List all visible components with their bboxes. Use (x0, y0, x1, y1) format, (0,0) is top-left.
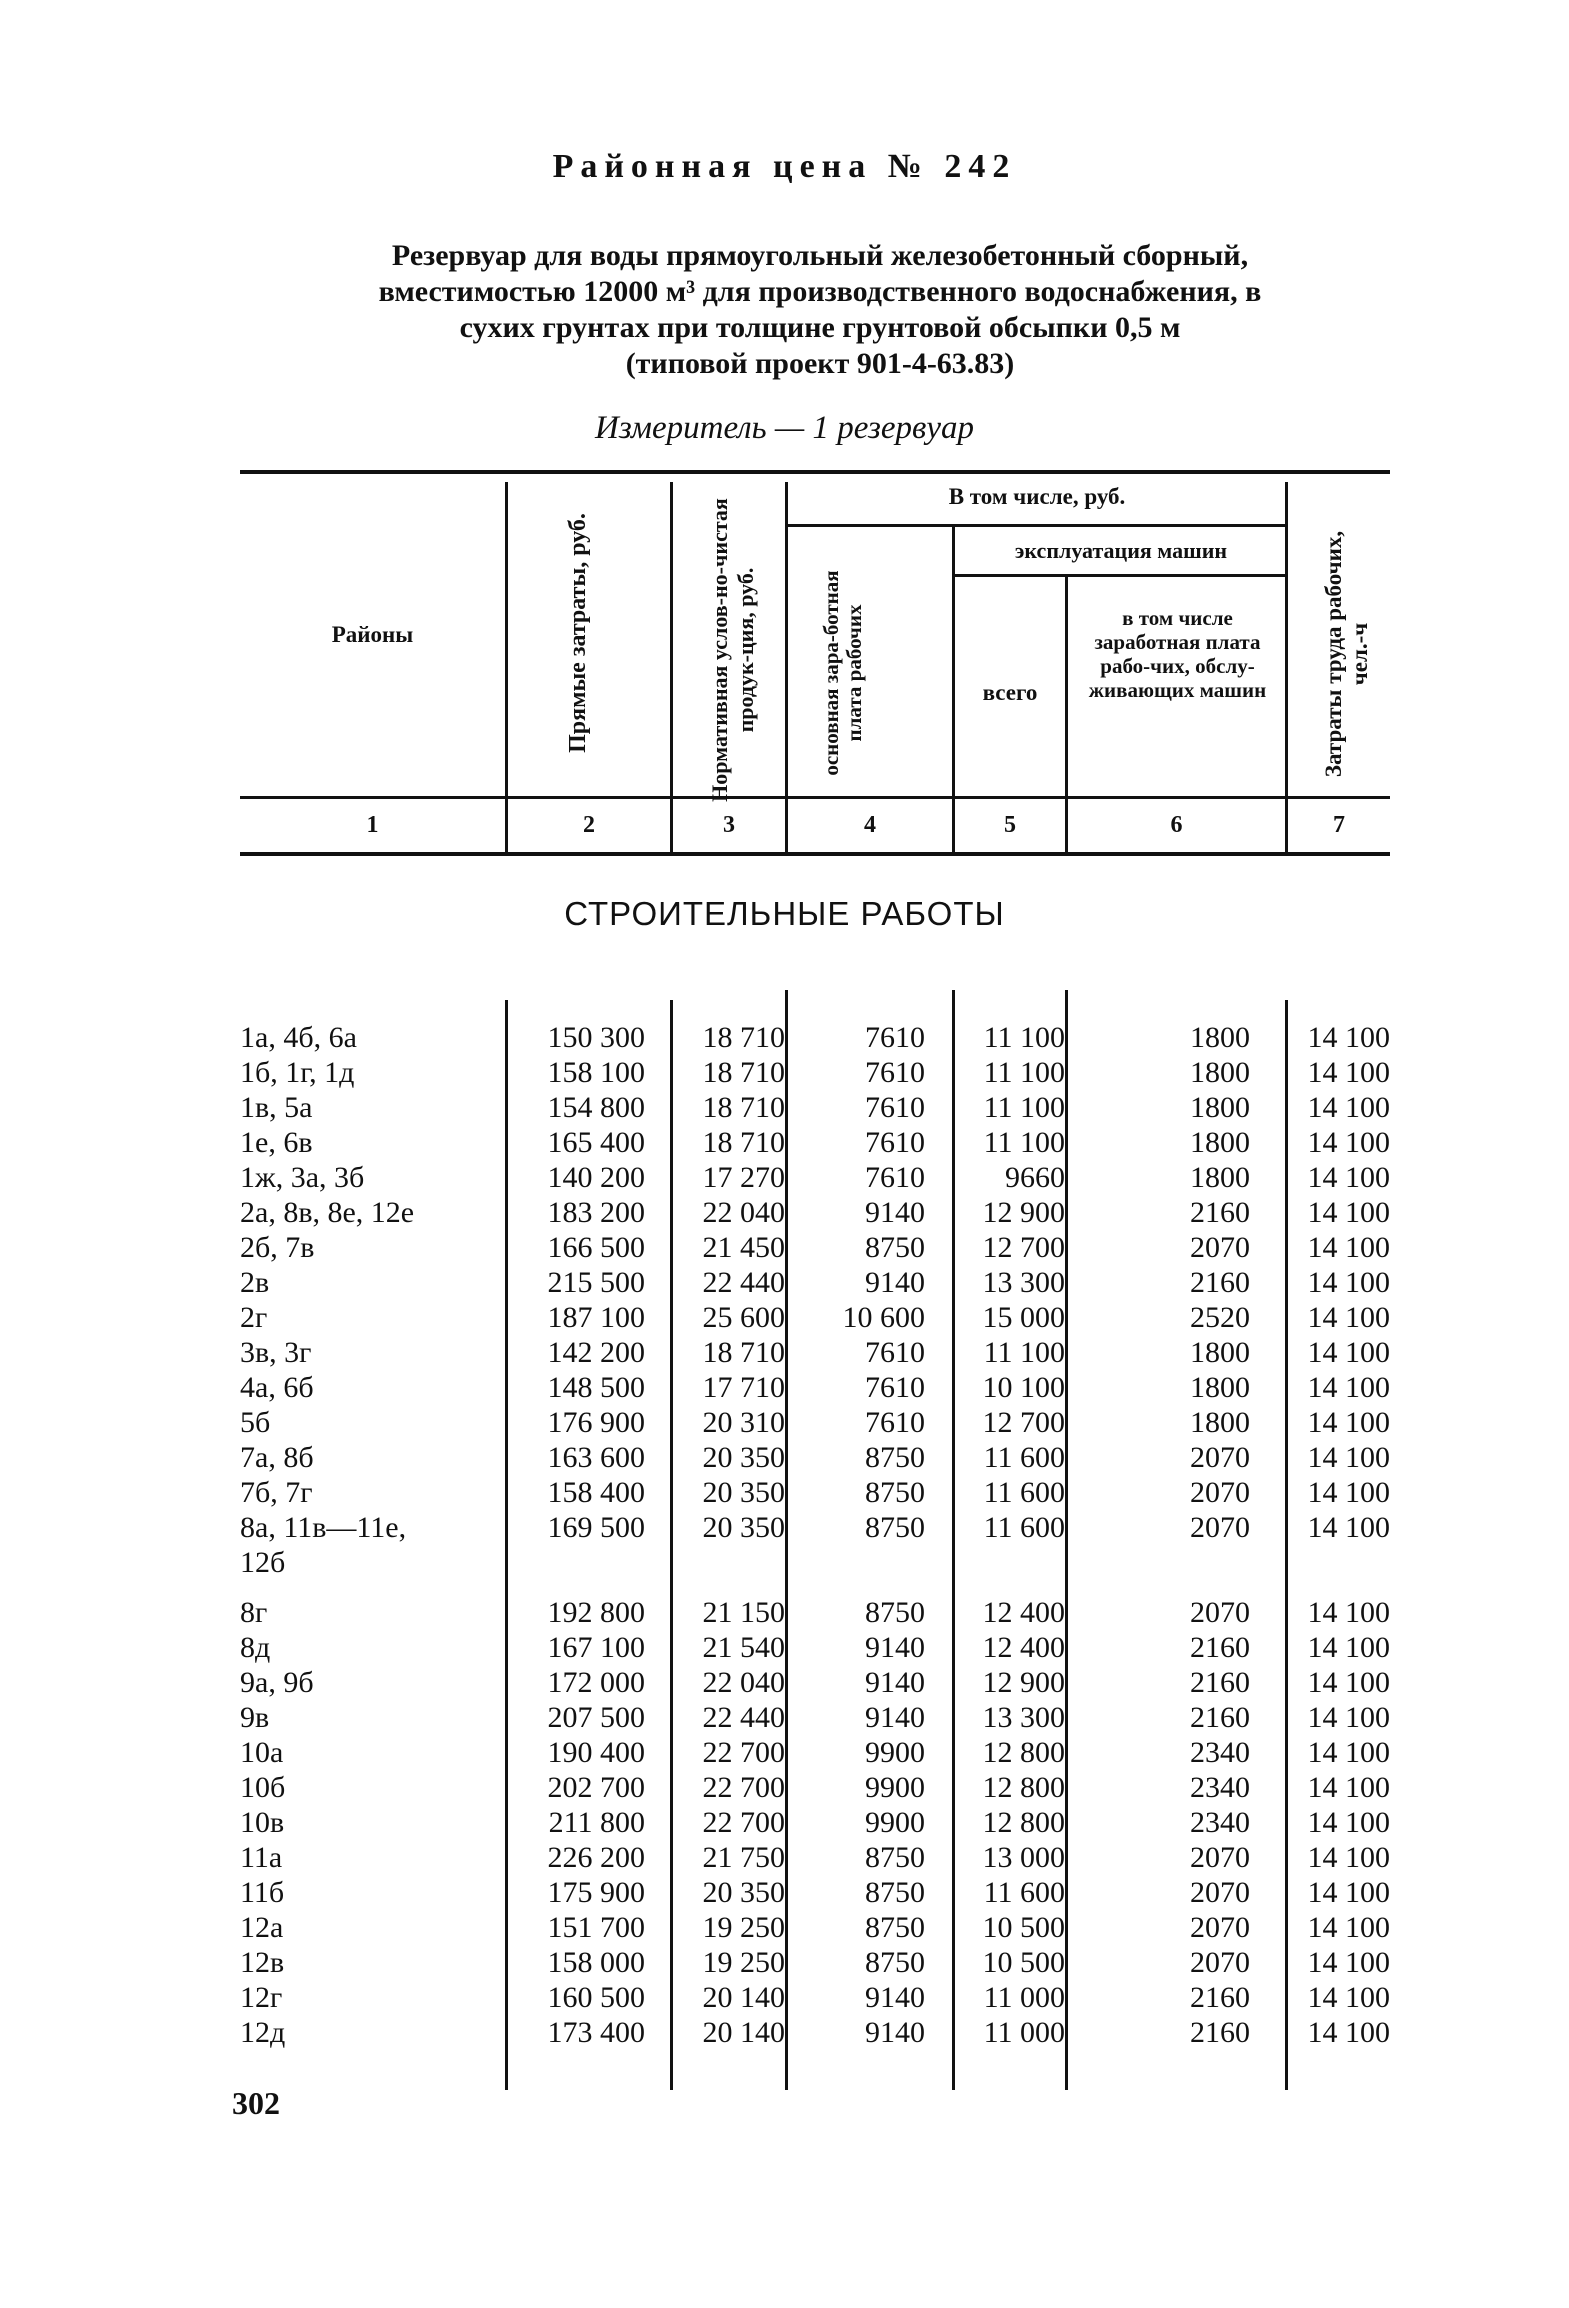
table-row (0, 1475, 1569, 1510)
value-cell: 12 700 (982, 1231, 1065, 1264)
value-cell: 11 600 (983, 1876, 1065, 1909)
value-cell: 14 100 (1307, 1196, 1390, 1229)
region-cell: 2г (240, 1301, 268, 1334)
region-cell: 8а, 11в—11е, (240, 1511, 407, 1544)
value-cell: 12 400 (982, 1631, 1065, 1664)
value-cell: 226 200 (547, 1841, 645, 1874)
value-cell: 18 710 (702, 1091, 785, 1124)
description-line: сухих грунтах при толщине грунтовой обсыпки 0,5 м (459, 311, 1181, 344)
value-cell: 207 500 (547, 1701, 645, 1734)
value-cell: 11 600 (983, 1511, 1065, 1544)
region-cell: 5б (240, 1406, 271, 1439)
value-cell: 18 710 (702, 1021, 785, 1054)
value-cell: 22 440 (702, 1266, 785, 1299)
value-cell: 9140 (865, 1266, 925, 1299)
region-cell: 12а (240, 1911, 284, 1944)
machine-group-rule (955, 574, 1287, 577)
value-cell: 21 750 (702, 1841, 785, 1874)
table-row (0, 1840, 1569, 1875)
value-cell: 14 100 (1307, 1266, 1390, 1299)
value-cell: 9140 (865, 1631, 925, 1664)
value-cell: 20 140 (702, 2016, 785, 2049)
value-cell: 11 600 (983, 1441, 1065, 1474)
header-bottom-rule (240, 796, 1390, 799)
value-cell: 1800 (1190, 1056, 1250, 1089)
colnum-bottom-rule (240, 852, 1390, 856)
value-cell: 1800 (1190, 1126, 1250, 1159)
value-cell: 14 100 (1307, 1631, 1390, 1664)
value-cell: 215 500 (547, 1266, 645, 1299)
value-cell: 14 100 (1307, 1231, 1390, 1264)
table-row (0, 1055, 1569, 1090)
value-cell: 8750 (865, 1876, 925, 1909)
value-cell: 21 450 (702, 1231, 785, 1264)
value-cell: 158 000 (547, 1946, 645, 1979)
value-cell: 18 710 (702, 1056, 785, 1089)
value-cell: 25 600 (702, 1301, 785, 1334)
table-row (0, 1945, 1569, 1980)
table-row (0, 1630, 1569, 1665)
value-cell: 12 700 (982, 1406, 1065, 1439)
region-cell: 10а (240, 1736, 284, 1769)
region-cell: 12д (240, 2016, 286, 2049)
table-row (0, 1595, 1569, 1630)
region-cell: 8г (240, 1596, 268, 1629)
header-regions: Районы (331, 622, 414, 647)
value-cell: 15 000 (982, 1301, 1065, 1334)
value-cell: 7610 (865, 1161, 925, 1194)
value-cell: 14 100 (1307, 1511, 1390, 1544)
value-cell: 14 100 (1307, 1596, 1390, 1629)
value-cell: 165 400 (547, 1126, 645, 1159)
value-cell: 183 200 (547, 1196, 645, 1229)
value-cell: 2070 (1190, 1946, 1250, 1979)
value-cell: 10 100 (982, 1371, 1065, 1404)
header-machine-total: всего (982, 680, 1038, 705)
region-cell: 7а, 8б (240, 1441, 314, 1474)
value-cell: 20 310 (702, 1406, 785, 1439)
value-cell: 12 400 (982, 1596, 1065, 1629)
value-cell: 14 100 (1307, 1161, 1390, 1194)
measure-unit: Измеритель — 1 резервуар (595, 410, 974, 446)
value-cell: 9900 (865, 1736, 925, 1769)
value-cell: 8750 (865, 1946, 925, 1979)
header-direct-costs: Прямые затраты, руб. (565, 513, 591, 753)
value-cell: 148 500 (547, 1371, 645, 1404)
value-cell: 13 000 (982, 1841, 1065, 1874)
value-cell: 2160 (1190, 1981, 1250, 2014)
col-number: 5 (1004, 812, 1016, 838)
value-cell: 1800 (1190, 1161, 1250, 1194)
value-cell: 158 400 (547, 1476, 645, 1509)
value-cell: 2160 (1190, 1196, 1250, 1229)
header-vline (785, 482, 788, 854)
value-cell: 7610 (865, 1126, 925, 1159)
region-cell: 3в, 3г (240, 1336, 312, 1369)
value-cell: 14 100 (1307, 1946, 1390, 1979)
value-cell: 14 100 (1307, 1736, 1390, 1769)
value-cell: 8750 (865, 1231, 925, 1264)
value-cell: 2070 (1190, 1596, 1250, 1629)
value-cell: 14 100 (1307, 1301, 1390, 1334)
value-cell: 8750 (865, 1441, 925, 1474)
incl-group-rule (787, 524, 1287, 527)
table-row (0, 1440, 1569, 1475)
table-row (0, 1665, 1569, 1700)
value-cell: 14 100 (1307, 1476, 1390, 1509)
value-cell: 2520 (1190, 1301, 1250, 1334)
value-cell: 14 100 (1307, 1806, 1390, 1839)
value-cell: 9140 (865, 1666, 925, 1699)
value-cell: 9140 (865, 1981, 925, 2014)
region-cell: 11б (240, 1876, 285, 1909)
value-cell: 21 150 (702, 1596, 785, 1629)
table-row (0, 1770, 1569, 1805)
value-cell: 2340 (1190, 1771, 1250, 1804)
table-row (0, 2015, 1569, 2050)
value-cell: 14 100 (1307, 1701, 1390, 1734)
value-cell: 2070 (1190, 1911, 1250, 1944)
description-line: вместимостью 12000 м³ для производственного водоснабжения, в (378, 275, 1262, 308)
value-cell: 9900 (865, 1806, 925, 1839)
value-cell: 18 710 (702, 1336, 785, 1369)
value-cell: 10 500 (982, 1911, 1065, 1944)
value-cell: 9900 (865, 1771, 925, 1804)
value-cell: 14 100 (1307, 2016, 1390, 2049)
value-cell: 11 600 (983, 1476, 1065, 1509)
value-cell: 14 100 (1307, 1771, 1390, 1804)
value-cell: 12 800 (982, 1736, 1065, 1769)
value-cell: 140 200 (547, 1161, 645, 1194)
value-cell: 14 100 (1307, 1841, 1390, 1874)
value-cell: 14 100 (1307, 1876, 1390, 1909)
region-cell: 1а, 4б, 6а (240, 1021, 357, 1054)
value-cell: 211 800 (548, 1806, 645, 1839)
header-vline (670, 482, 673, 854)
region-cell: 1е, 6в (240, 1126, 313, 1159)
value-cell: 20 350 (702, 1441, 785, 1474)
value-cell: 7610 (865, 1406, 925, 1439)
value-cell: 202 700 (547, 1771, 645, 1804)
value-cell: 20 350 (702, 1476, 785, 1509)
table-row (0, 1910, 1569, 1945)
table-row (0, 1195, 1569, 1230)
value-cell: 9660 (1005, 1161, 1065, 1194)
value-cell: 1800 (1190, 1336, 1250, 1369)
value-cell: 14 100 (1307, 1336, 1390, 1369)
value-cell: 2160 (1190, 1666, 1250, 1699)
table-row (0, 1875, 1569, 1910)
header-machine-salary: в том числе заработная плата рабо-чих, обслу-живающих машин (1088, 606, 1267, 702)
value-cell: 9140 (865, 1701, 925, 1734)
value-cell: 11 000 (983, 1981, 1065, 2014)
region-cell: 10в (240, 1806, 285, 1839)
table-row (0, 1300, 1569, 1335)
value-cell: 7610 (865, 1056, 925, 1089)
value-cell: 14 100 (1307, 1371, 1390, 1404)
value-cell: 7610 (865, 1091, 925, 1124)
value-cell: 20 350 (702, 1511, 785, 1544)
header-base-salary: основная зара-ботная плата рабочих (819, 570, 866, 776)
value-cell: 2340 (1190, 1806, 1250, 1839)
value-cell: 187 100 (547, 1301, 645, 1334)
value-cell: 2070 (1190, 1231, 1250, 1264)
value-cell: 173 400 (547, 2016, 645, 2049)
value-cell: 8750 (865, 1596, 925, 1629)
region-cell: 8д (240, 1631, 271, 1664)
table-row (0, 1700, 1569, 1735)
header-machine-group: эксплуатация машин (1014, 538, 1228, 563)
price-title: Районная цена № 242 (552, 148, 1017, 185)
value-cell: 167 100 (547, 1631, 645, 1664)
header-incl-group: В том числе, руб. (948, 484, 1126, 509)
value-cell: 11 100 (983, 1126, 1065, 1159)
table-row (0, 1805, 1569, 1840)
description-line: (типовой проект 901-4-63.83) (625, 347, 1015, 380)
value-cell: 11 100 (983, 1091, 1065, 1124)
value-cell: 11 000 (983, 2016, 1065, 2049)
value-cell: 12 900 (982, 1666, 1065, 1699)
value-cell: 11 100 (983, 1336, 1065, 1369)
value-cell: 20 140 (702, 1981, 785, 2014)
value-cell: 22 440 (702, 1701, 785, 1734)
region-cell: 9в (240, 1701, 270, 1734)
region-cell: 12в (240, 1946, 285, 1979)
table-row (0, 1510, 1569, 1545)
value-cell: 2160 (1190, 1631, 1250, 1664)
value-cell: 7610 (865, 1021, 925, 1054)
value-cell: 18 710 (702, 1126, 785, 1159)
table-row (0, 1980, 1569, 2015)
value-cell: 11 100 (983, 1056, 1065, 1089)
region-cell: 4а, 6б (240, 1371, 314, 1404)
table-row (0, 1335, 1569, 1370)
value-cell: 192 800 (547, 1596, 645, 1629)
region-cell: 2в (240, 1266, 270, 1299)
value-cell: 17 270 (702, 1161, 785, 1194)
value-cell: 2160 (1190, 1701, 1250, 1734)
header-top-rule (240, 470, 1390, 474)
value-cell: 21 540 (702, 1631, 785, 1664)
col-number: 1 (366, 812, 379, 838)
value-cell: 158 100 (547, 1056, 645, 1089)
value-cell: 14 100 (1307, 1666, 1390, 1699)
value-cell: 1800 (1190, 1406, 1250, 1439)
value-cell: 169 500 (547, 1511, 645, 1544)
value-cell: 14 100 (1307, 1441, 1390, 1474)
region-cell: 1ж, 3а, 3б (240, 1161, 365, 1194)
value-cell: 14 100 (1307, 1406, 1390, 1439)
value-cell: 142 200 (547, 1336, 645, 1369)
region-cell: 12г (240, 1981, 283, 2014)
value-cell: 11 100 (983, 1021, 1065, 1054)
table-row (0, 1265, 1569, 1300)
region-cell: 12б (240, 1546, 286, 1579)
table-row (0, 1545, 1569, 1580)
value-cell: 172 000 (547, 1666, 645, 1699)
header-labor: Затраты труда рабочих, чел.-ч (1321, 530, 1372, 778)
value-cell: 154 800 (547, 1091, 645, 1124)
value-cell: 14 100 (1307, 1056, 1390, 1089)
value-cell: 20 350 (702, 1876, 785, 1909)
value-cell: 1800 (1190, 1021, 1250, 1054)
table-row (0, 1160, 1569, 1195)
value-cell: 14 100 (1307, 1911, 1390, 1944)
region-cell: 1в, 5а (240, 1091, 313, 1124)
description-line: Резервуар для воды прямоугольный железобетонный сборный, (391, 239, 1249, 272)
col-number: 4 (864, 812, 876, 838)
value-cell: 1800 (1190, 1091, 1250, 1124)
value-cell: 8750 (865, 1476, 925, 1509)
value-cell: 22 040 (702, 1666, 785, 1699)
value-cell: 14 100 (1307, 1126, 1390, 1159)
value-cell: 2160 (1190, 2016, 1250, 2049)
value-cell: 22 040 (702, 1196, 785, 1229)
table-row (0, 1020, 1569, 1055)
region-cell: 1б, 1г, 1д (240, 1056, 355, 1089)
value-cell: 151 700 (547, 1911, 645, 1944)
value-cell: 10 600 (842, 1301, 925, 1334)
value-cell: 12 900 (982, 1196, 1065, 1229)
header-vline (505, 482, 508, 854)
col-number: 6 (1170, 812, 1183, 838)
page-number: 302 (232, 2085, 280, 2121)
value-cell: 163 600 (547, 1441, 645, 1474)
value-cell: 166 500 (547, 1231, 645, 1264)
value-cell: 176 900 (547, 1406, 645, 1439)
value-cell: 8750 (865, 1841, 925, 1874)
region-cell: 11а (240, 1841, 283, 1874)
value-cell: 12 800 (982, 1806, 1065, 1839)
table-row (0, 1125, 1569, 1160)
value-cell: 14 100 (1307, 1981, 1390, 2014)
object-description (255, 238, 1385, 382)
value-cell: 14 100 (1307, 1021, 1390, 1054)
value-cell: 22 700 (702, 1736, 785, 1769)
value-cell: 2160 (1190, 1266, 1250, 1299)
col-number: 2 (583, 812, 595, 838)
value-cell: 17 710 (702, 1371, 785, 1404)
value-cell: 13 300 (982, 1266, 1065, 1299)
table-row (0, 1370, 1569, 1405)
value-cell: 9140 (865, 1196, 925, 1229)
region-cell: 7б, 7г (240, 1476, 313, 1509)
value-cell: 10 500 (982, 1946, 1065, 1979)
region-cell: 2а, 8в, 8е, 12е (240, 1196, 415, 1229)
header-normative: Нормативная услов-но-чистая продук-ция, руб. (707, 498, 758, 802)
value-cell: 1800 (1190, 1371, 1250, 1404)
table-row (0, 1405, 1569, 1440)
value-cell: 9140 (865, 2016, 925, 2049)
value-cell: 14 100 (1307, 1091, 1390, 1124)
value-cell: 2340 (1190, 1736, 1250, 1769)
table-row (0, 1230, 1569, 1265)
table-row (0, 1090, 1569, 1125)
col-number: 7 (1333, 812, 1345, 838)
value-cell: 175 900 (547, 1876, 645, 1909)
value-cell: 7610 (865, 1336, 925, 1369)
value-cell: 22 700 (702, 1771, 785, 1804)
value-cell: 7610 (865, 1371, 925, 1404)
value-cell: 22 700 (702, 1806, 785, 1839)
value-cell: 2070 (1190, 1476, 1250, 1509)
value-cell: 19 250 (702, 1946, 785, 1979)
value-cell: 13 300 (982, 1701, 1065, 1734)
value-cell: 8750 (865, 1511, 925, 1544)
section-title: СТРОИТЕЛЬНЫЕ РАБОТЫ (564, 895, 1005, 932)
value-cell: 8750 (865, 1911, 925, 1944)
table-row (0, 1735, 1569, 1770)
value-cell: 2070 (1190, 1841, 1250, 1874)
value-cell: 19 250 (702, 1911, 785, 1944)
value-cell: 2070 (1190, 1511, 1250, 1544)
value-cell: 190 400 (547, 1736, 645, 1769)
value-cell: 2070 (1190, 1876, 1250, 1909)
value-cell: 12 800 (982, 1771, 1065, 1804)
region-cell: 9а, 9б (240, 1666, 314, 1699)
value-cell: 2070 (1190, 1441, 1250, 1474)
region-cell: 10б (240, 1771, 286, 1804)
col-number: 3 (723, 812, 735, 838)
value-cell: 150 300 (547, 1021, 645, 1054)
value-cell: 160 500 (547, 1981, 645, 2014)
region-cell: 2б, 7в (240, 1231, 315, 1264)
